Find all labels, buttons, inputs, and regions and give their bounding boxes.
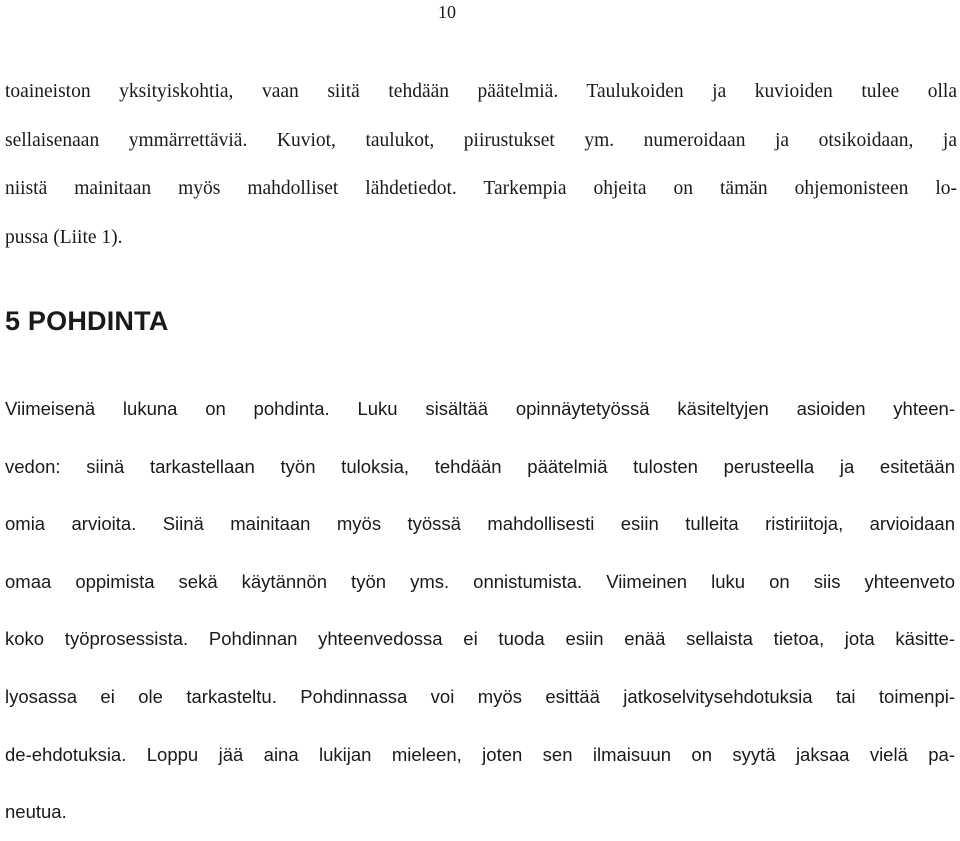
- paragraph-line: omia arvioita. Siinä mainitaan myös työssä mahdollisesti esiin tulleita ristiriitoja, arvioidaan: [5, 513, 955, 535]
- paragraph-line: niistä mainitaan myös mahdolliset lähdetiedot. Tarkempia ohjeita on tämän ohjemonisteen lo-: [5, 178, 957, 199]
- paragraph-line: omaa oppimista sekä käytännön työn yms. onnistumista. Viimeinen luku on siis yhteenveto: [5, 570, 955, 592]
- paragraph-line: lyosassa ei ole tarkasteltu. Pohdinnassa voi myös esittää jatkoselvitysehdotuksia tai toimenpi-: [5, 685, 955, 707]
- paragraph-line: toaineiston yksityiskohtia, vaan siitä tehdään päätelmiä. Taulukoiden ja kuvioiden tulee olla: [5, 81, 957, 102]
- page-number: 10: [438, 2, 456, 22]
- paragraph-line: Viimeisenä lukuna on pohdinta. Luku sisältää opinnäytetyössä käsiteltyjen asioiden yhteen-: [5, 398, 955, 419]
- paragraph-line: de-ehdotuksia. Loppu jää aina lukijan mieleen, joten sen ilmaisuun on syytä jaksaa vielä pa-: [5, 743, 955, 765]
- intro-paragraph: [5, 68, 957, 262]
- paragraph-line: pussa (Liite 1).: [5, 226, 123, 248]
- paragraph-line: vedon: siinä tarkastellaan työn tuloksia, tehdään päätelmiä tulosten perusteella ja esitetään: [5, 455, 955, 477]
- section-heading: 5 POHDINTA: [5, 306, 169, 336]
- paragraph-line: sellaisenaan ymmärrettäviä. Kuviot, taulukot, piirustukset ym. numeroidaan ja otsikoidaan, ja: [5, 129, 957, 151]
- paragraph-line: neutua.: [5, 801, 67, 823]
- section-paragraph: [5, 380, 955, 841]
- paragraph-line: koko työprosessista. Pohdinnan yhteenvedossa ei tuoda esiin enää sellaista tietoa, jota käsitte-: [5, 628, 955, 650]
